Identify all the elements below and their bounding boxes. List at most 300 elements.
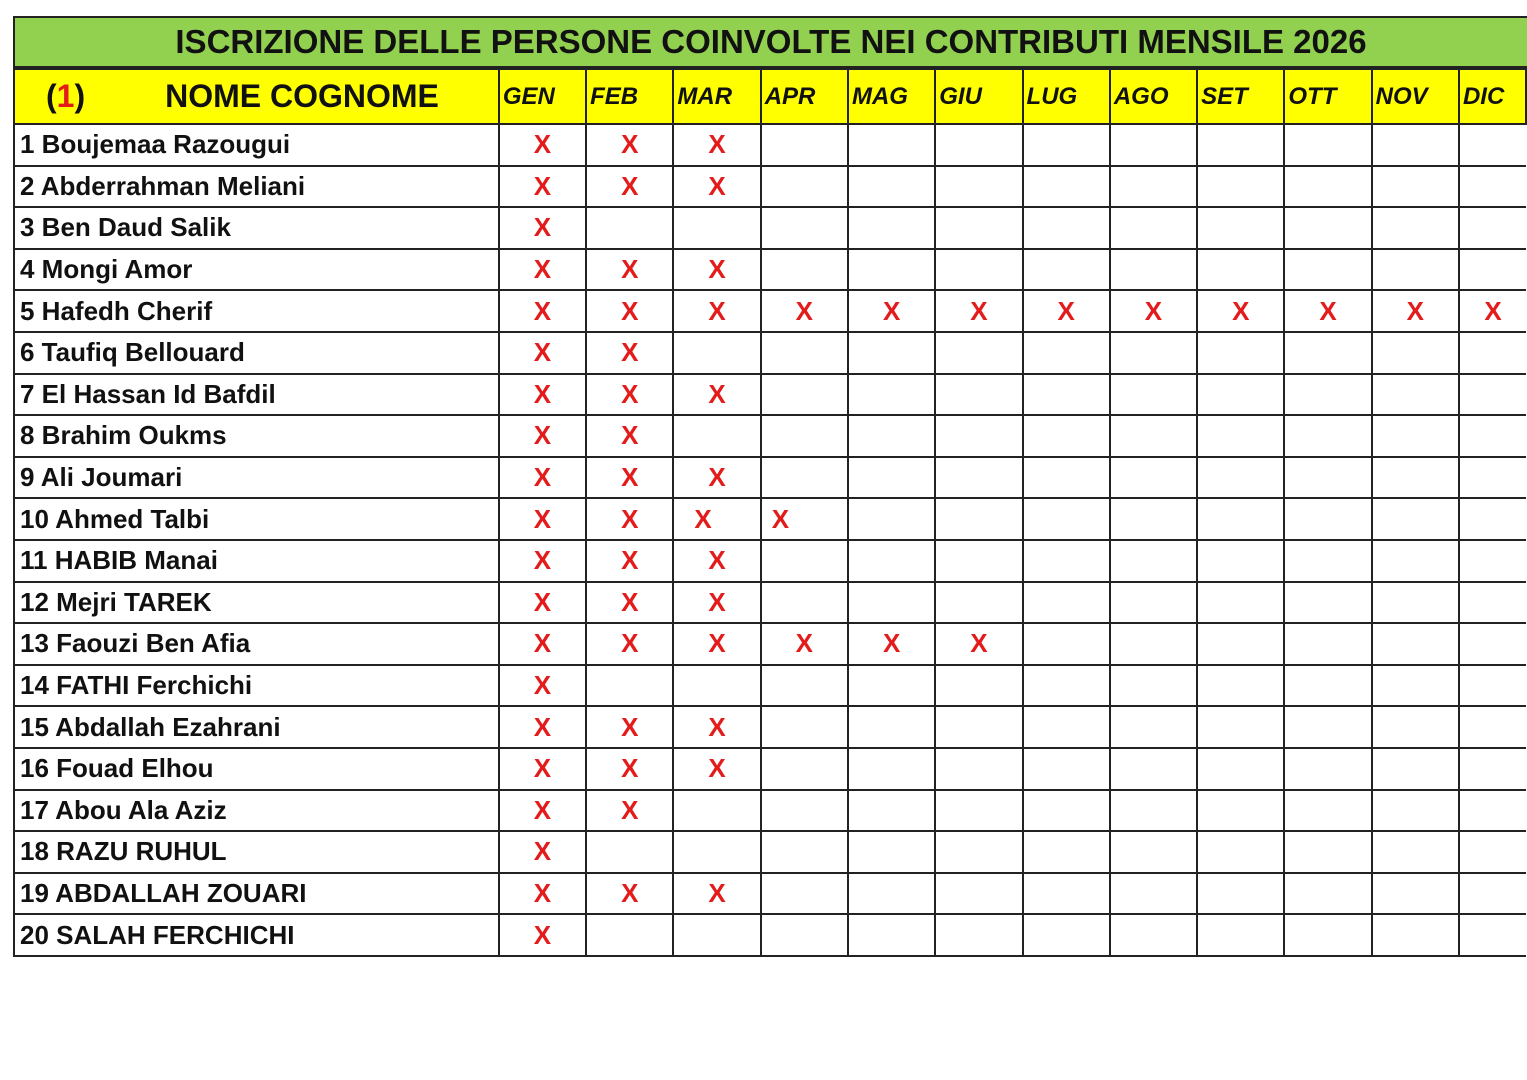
payment-cell-ott[interactable]	[1284, 332, 1371, 374]
payment-cell-ott[interactable]	[1284, 415, 1371, 457]
payment-cell-nov[interactable]	[1372, 748, 1459, 790]
payment-cell-nov[interactable]	[1372, 873, 1459, 915]
paid-mark: X	[533, 420, 552, 451]
payment-cell-giu[interactable]	[935, 166, 1022, 208]
payment-cell-set[interactable]	[1197, 374, 1284, 416]
payment-cell-mag[interactable]	[848, 166, 935, 208]
payment-cell-dic[interactable]	[1459, 374, 1526, 416]
payment-cell-ott[interactable]	[1284, 374, 1371, 416]
payment-cell-giu[interactable]	[935, 790, 1022, 832]
paid-mark: X	[708, 586, 726, 617]
payment-cell-nov[interactable]	[1372, 665, 1459, 707]
person-name[interactable]: 18 RAZU RUHUL	[14, 831, 499, 873]
paid-mark: X	[708, 170, 726, 201]
payment-cell-mag[interactable]	[848, 665, 935, 707]
payment-cell-mar[interactable]	[673, 665, 760, 707]
person-name[interactable]: 10 Ahmed Talbi	[14, 498, 499, 540]
payment-cell-gen[interactable]	[499, 457, 586, 499]
payment-cell-nov[interactable]	[1372, 831, 1459, 873]
payment-cell-mag[interactable]	[848, 540, 935, 582]
payment-cell-ott[interactable]	[1284, 831, 1371, 873]
payment-cell-dic[interactable]	[1459, 665, 1526, 707]
payment-cell-mag[interactable]	[848, 873, 935, 915]
paid-mark: X	[533, 919, 552, 950]
payment-cell-gen[interactable]	[499, 914, 586, 956]
person-name[interactable]: 5 Hafedh Cherif	[14, 290, 499, 332]
payment-cell-mar[interactable]	[673, 415, 760, 457]
payment-cell-lug[interactable]	[1023, 374, 1110, 416]
payment-cell-nov[interactable]	[1372, 582, 1459, 624]
payment-cell-ago[interactable]	[1110, 332, 1197, 374]
payment-cell-ott[interactable]	[1284, 665, 1371, 707]
paid-mark: X	[621, 254, 639, 285]
payment-cell-lug[interactable]	[1023, 249, 1110, 291]
payment-cell-gen[interactable]	[499, 540, 586, 582]
person-name[interactable]: 16 Fouad Elhou	[14, 748, 499, 790]
payment-cell-feb[interactable]	[586, 665, 673, 707]
payment-cell-ago[interactable]	[1110, 831, 1197, 873]
payment-cell-ott[interactable]	[1284, 914, 1371, 956]
payment-cell-apr[interactable]	[761, 748, 848, 790]
payment-cell-feb[interactable]	[586, 249, 673, 291]
payment-cell-nov[interactable]	[1372, 498, 1459, 540]
payment-cell-giu[interactable]	[935, 207, 1022, 249]
person-name[interactable]: 11 HABIB Manai	[14, 540, 499, 582]
table-row	[14, 207, 1526, 249]
paid-mark: X	[970, 295, 988, 326]
payment-cell-ago[interactable]	[1110, 290, 1197, 332]
payment-cell-nov[interactable]	[1372, 457, 1459, 499]
table-row	[14, 914, 1526, 956]
payment-cell-apr[interactable]	[761, 790, 848, 832]
payment-cell-mag[interactable]	[848, 207, 935, 249]
payment-cell-apr[interactable]	[761, 540, 848, 582]
payment-cell-mar[interactable]	[673, 457, 760, 499]
payment-cell-set[interactable]	[1197, 706, 1284, 748]
payment-cell-nov[interactable]	[1372, 540, 1459, 582]
payment-cell-apr[interactable]	[761, 415, 848, 457]
payment-cell-mag[interactable]	[848, 249, 935, 291]
payment-cell-feb[interactable]	[586, 290, 673, 332]
payment-cell-apr[interactable]	[761, 290, 848, 332]
payment-cell-lug[interactable]	[1023, 457, 1110, 499]
payment-cell-ago[interactable]	[1110, 665, 1197, 707]
person-name[interactable]: 19 ABDALLAH ZOUARI	[14, 873, 499, 915]
payment-cell-mag[interactable]	[848, 498, 935, 540]
payment-cell-set[interactable]	[1197, 790, 1284, 832]
payment-cell-lug[interactable]	[1023, 873, 1110, 915]
payment-cell-gen[interactable]	[499, 790, 586, 832]
payment-cell-dic[interactable]	[1459, 831, 1526, 873]
payment-cell-ago[interactable]	[1110, 582, 1197, 624]
payment-cell-giu[interactable]	[935, 873, 1022, 915]
payment-cell-feb[interactable]	[586, 831, 673, 873]
payment-cell-gen[interactable]	[499, 665, 586, 707]
payment-cell-gen[interactable]	[499, 249, 586, 291]
person-name[interactable]: 13 Faouzi Ben Afia	[14, 623, 499, 665]
payment-cell-feb[interactable]	[586, 207, 673, 249]
payment-cell-feb[interactable]	[586, 415, 673, 457]
paid-mark: X	[533, 670, 552, 701]
payment-cell-ago[interactable]	[1110, 249, 1197, 291]
payment-cell-gen[interactable]	[499, 166, 586, 208]
payment-cell-mag[interactable]	[848, 415, 935, 457]
payment-cell-mag[interactable]	[848, 831, 935, 873]
paid-mark: X	[708, 254, 726, 285]
payment-cell-dic[interactable]	[1459, 457, 1526, 499]
payment-cell-gen[interactable]	[499, 374, 586, 416]
payment-cell-lug[interactable]	[1023, 124, 1110, 166]
payment-cell-gen[interactable]	[499, 748, 586, 790]
payment-cell-feb[interactable]	[586, 748, 673, 790]
paid-mark: X	[708, 462, 726, 493]
person-name[interactable]: 8 Brahim Oukms	[14, 415, 499, 457]
payment-cell-mar[interactable]	[673, 498, 760, 540]
person-name[interactable]: 17 Abou Ala Aziz	[14, 790, 499, 832]
payment-cell-mar[interactable]	[673, 166, 760, 208]
payment-cell-nov[interactable]	[1372, 249, 1459, 291]
payment-cell-ott[interactable]	[1284, 748, 1371, 790]
table-row	[14, 249, 1526, 291]
payment-cell-mar[interactable]	[673, 207, 760, 249]
payment-cell-apr[interactable]	[761, 831, 848, 873]
paid-mark: X	[533, 877, 552, 908]
payment-cell-ago[interactable]	[1110, 457, 1197, 499]
person-name[interactable]: 4 Mongi Amor	[14, 249, 499, 291]
payment-cell-gen[interactable]	[499, 124, 586, 166]
payment-cell-mar[interactable]	[673, 332, 760, 374]
person-name[interactable]: 3 Ben Daud Salik	[14, 207, 499, 249]
payment-cell-apr[interactable]	[761, 332, 848, 374]
payment-cell-set[interactable]	[1197, 290, 1284, 332]
payment-cell-dic[interactable]	[1459, 249, 1526, 291]
payment-cell-giu[interactable]	[935, 623, 1022, 665]
payment-cell-apr[interactable]	[761, 374, 848, 416]
payment-cell-feb[interactable]	[586, 498, 673, 540]
payment-cell-ott[interactable]	[1284, 166, 1371, 208]
payment-cell-mar[interactable]	[673, 374, 760, 416]
person-name[interactable]: 2 Abderrahman Meliani	[14, 166, 499, 208]
person-name[interactable]: 6 Taufiq Bellouard	[14, 332, 499, 374]
payment-cell-gen[interactable]	[499, 332, 586, 374]
paid-mark: X	[708, 545, 726, 576]
payment-cell-ago[interactable]	[1110, 207, 1197, 249]
payment-cell-gen[interactable]	[499, 873, 586, 915]
payment-cell-ago[interactable]	[1110, 790, 1197, 832]
payment-cell-ago[interactable]	[1110, 124, 1197, 166]
payment-cell-mag[interactable]	[848, 457, 935, 499]
payment-cell-set[interactable]	[1197, 457, 1284, 499]
table-row	[14, 665, 1526, 707]
payment-cell-set[interactable]	[1197, 124, 1284, 166]
payment-cell-mar[interactable]	[673, 124, 760, 166]
payment-cell-giu[interactable]	[935, 332, 1022, 374]
payment-cell-feb[interactable]	[586, 914, 673, 956]
paid-mark: X	[621, 753, 639, 784]
payment-cell-lug[interactable]	[1023, 706, 1110, 748]
paid-mark: X	[621, 877, 639, 908]
payment-cell-ott[interactable]	[1284, 540, 1371, 582]
payment-cell-ott[interactable]	[1284, 706, 1371, 748]
payment-cell-ott[interactable]	[1284, 873, 1371, 915]
payment-cell-ott[interactable]	[1284, 207, 1371, 249]
payment-cell-apr[interactable]	[761, 665, 848, 707]
payment-cell-ott[interactable]	[1284, 457, 1371, 499]
payment-cell-apr[interactable]	[761, 873, 848, 915]
payment-cell-dic[interactable]	[1459, 873, 1526, 915]
payment-cell-giu[interactable]	[935, 290, 1022, 332]
payment-cell-ago[interactable]	[1110, 540, 1197, 582]
payment-cell-feb[interactable]	[586, 457, 673, 499]
person-name[interactable]: 14 FATHI Ferchichi	[14, 665, 499, 707]
payment-cell-nov[interactable]	[1372, 374, 1459, 416]
payment-cell-set[interactable]	[1197, 166, 1284, 208]
payment-cell-ago[interactable]	[1110, 914, 1197, 956]
payment-cell-set[interactable]	[1197, 623, 1284, 665]
payment-cell-nov[interactable]	[1372, 790, 1459, 832]
payment-cell-ott[interactable]	[1284, 290, 1371, 332]
payment-cell-mar[interactable]	[673, 249, 760, 291]
payment-cell-feb[interactable]	[586, 873, 673, 915]
payment-cell-mag[interactable]	[848, 790, 935, 832]
payment-cell-ago[interactable]	[1110, 415, 1197, 457]
payment-cell-mar[interactable]	[673, 790, 760, 832]
payment-cell-mag[interactable]	[848, 706, 935, 748]
payment-cell-mar[interactable]	[673, 290, 760, 332]
payment-cell-dic[interactable]	[1459, 290, 1526, 332]
payment-cell-ott[interactable]	[1284, 790, 1371, 832]
payment-cell-set[interactable]	[1197, 873, 1284, 915]
payment-cell-giu[interactable]	[935, 124, 1022, 166]
payment-cell-ott[interactable]	[1284, 124, 1371, 166]
payment-cell-apr[interactable]	[761, 207, 848, 249]
payment-cell-mag[interactable]	[848, 124, 935, 166]
payment-cell-ott[interactable]	[1284, 498, 1371, 540]
payment-cell-set[interactable]	[1197, 665, 1284, 707]
payment-cell-apr[interactable]	[761, 249, 848, 291]
payment-cell-mar[interactable]	[673, 706, 760, 748]
payment-cell-set[interactable]	[1197, 332, 1284, 374]
month-header-dic: DIC	[1459, 69, 1526, 124]
payment-cell-apr[interactable]	[761, 706, 848, 748]
payment-cell-dic[interactable]	[1459, 790, 1526, 832]
payment-cell-lug[interactable]	[1023, 914, 1110, 956]
payment-cell-giu[interactable]	[935, 415, 1022, 457]
payment-cell-lug[interactable]	[1023, 290, 1110, 332]
month-header-gen: GEN	[499, 69, 586, 124]
payment-cell-set[interactable]	[1197, 415, 1284, 457]
payment-cell-nov[interactable]	[1372, 166, 1459, 208]
payment-cell-mag[interactable]	[848, 748, 935, 790]
payment-cell-mag[interactable]	[848, 332, 935, 374]
payment-cell-set[interactable]	[1197, 540, 1284, 582]
payment-cell-lug[interactable]	[1023, 166, 1110, 208]
payment-cell-dic[interactable]	[1459, 540, 1526, 582]
table-row	[14, 706, 1526, 748]
paid-mark: X	[533, 462, 552, 493]
payment-cell-mar[interactable]	[673, 582, 760, 624]
payment-cell-lug[interactable]	[1023, 207, 1110, 249]
payment-cell-dic[interactable]	[1459, 124, 1526, 166]
payment-cell-dic[interactable]	[1459, 582, 1526, 624]
payment-cell-apr[interactable]	[761, 623, 848, 665]
payment-cell-feb[interactable]	[586, 124, 673, 166]
payment-cell-mar[interactable]	[673, 831, 760, 873]
payment-cell-mar[interactable]	[673, 914, 760, 956]
payment-cell-dic[interactable]	[1459, 623, 1526, 665]
paid-mark: X	[621, 586, 639, 617]
payment-cell-mag[interactable]	[848, 290, 935, 332]
payment-cell-ago[interactable]	[1110, 166, 1197, 208]
payment-cell-lug[interactable]	[1023, 540, 1110, 582]
payment-cell-ott[interactable]	[1284, 623, 1371, 665]
payment-cell-feb[interactable]	[586, 706, 673, 748]
payment-cell-ago[interactable]	[1110, 706, 1197, 748]
payment-cell-gen[interactable]	[499, 623, 586, 665]
payment-cell-nov[interactable]	[1372, 124, 1459, 166]
payment-cell-nov[interactable]	[1372, 706, 1459, 748]
payment-cell-mar[interactable]	[673, 748, 760, 790]
month-header-ott: OTT	[1284, 69, 1371, 124]
paid-mark: X	[1232, 295, 1250, 326]
payment-cell-set[interactable]	[1197, 207, 1284, 249]
payment-cell-ago[interactable]	[1110, 748, 1197, 790]
payment-cell-feb[interactable]	[586, 374, 673, 416]
payment-cell-set[interactable]	[1197, 914, 1284, 956]
payment-cell-apr[interactable]	[761, 124, 848, 166]
payment-cell-gen[interactable]	[499, 582, 586, 624]
payment-cell-giu[interactable]	[935, 914, 1022, 956]
payment-cell-gen[interactable]	[499, 831, 586, 873]
payment-cell-lug[interactable]	[1023, 498, 1110, 540]
payment-cell-feb[interactable]	[586, 332, 673, 374]
name-column-header	[14, 69, 499, 124]
payment-cell-ago[interactable]	[1110, 623, 1197, 665]
paid-mark: X	[621, 378, 639, 409]
payment-cell-set[interactable]	[1197, 498, 1284, 540]
payment-cell-lug[interactable]	[1023, 582, 1110, 624]
payment-cell-dic[interactable]	[1459, 332, 1526, 374]
payment-cell-nov[interactable]	[1372, 332, 1459, 374]
person-name[interactable]: 7 El Hassan Id Bafdil	[14, 374, 499, 416]
person-name[interactable]: 1 Boujemaa Razougui	[14, 124, 499, 166]
payment-cell-gen[interactable]	[499, 706, 586, 748]
payment-cell-nov[interactable]	[1372, 623, 1459, 665]
payment-cell-nov[interactable]	[1372, 914, 1459, 956]
paid-mark: X	[533, 212, 552, 243]
person-name[interactable]: 9 Ali Joumari	[14, 457, 499, 499]
payment-cell-feb[interactable]	[586, 166, 673, 208]
payment-cell-apr[interactable]	[761, 582, 848, 624]
payment-cell-giu[interactable]	[935, 540, 1022, 582]
payment-cell-lug[interactable]	[1023, 665, 1110, 707]
paid-mark: X	[533, 503, 552, 534]
payment-cell-mar[interactable]	[673, 623, 760, 665]
payment-cell-giu[interactable]	[935, 374, 1022, 416]
payment-cell-mag[interactable]	[848, 582, 935, 624]
paid-mark: X	[1406, 295, 1424, 326]
payment-cell-lug[interactable]	[1023, 790, 1110, 832]
payment-cell-set[interactable]	[1197, 831, 1284, 873]
payment-cell-giu[interactable]	[935, 249, 1022, 291]
payment-cell-mar[interactable]	[673, 873, 760, 915]
payment-cell-giu[interactable]	[935, 457, 1022, 499]
payment-cell-dic[interactable]	[1459, 207, 1526, 249]
payment-cell-mag[interactable]	[848, 374, 935, 416]
payment-cell-mag[interactable]	[848, 914, 935, 956]
payment-cell-dic[interactable]	[1459, 498, 1526, 540]
payment-cell-giu[interactable]	[935, 748, 1022, 790]
month-header-ago: AGO	[1110, 69, 1197, 124]
payment-cell-feb[interactable]	[586, 623, 673, 665]
payment-cell-giu[interactable]	[935, 831, 1022, 873]
payment-cell-apr[interactable]	[761, 498, 848, 540]
payment-cell-ago[interactable]	[1110, 498, 1197, 540]
payment-cell-set[interactable]	[1197, 249, 1284, 291]
paid-mark: X	[708, 129, 726, 160]
payment-cell-gen[interactable]	[499, 207, 586, 249]
payment-cell-set[interactable]	[1197, 748, 1284, 790]
payment-cell-nov[interactable]	[1372, 290, 1459, 332]
payment-cell-apr[interactable]	[761, 457, 848, 499]
paid-mark: X	[1144, 295, 1163, 326]
payment-cell-gen[interactable]	[499, 415, 586, 457]
payment-cell-ago[interactable]	[1110, 374, 1197, 416]
payment-cell-feb[interactable]	[586, 582, 673, 624]
payment-cell-lug[interactable]	[1023, 623, 1110, 665]
payment-cell-apr[interactable]	[761, 914, 848, 956]
payment-cell-ott[interactable]	[1284, 249, 1371, 291]
contributions-sheet	[13, 16, 1527, 956]
month-header-nov: NOV	[1372, 69, 1459, 124]
payment-cell-mag[interactable]	[848, 623, 935, 665]
payment-cell-gen[interactable]	[499, 290, 586, 332]
payment-cell-apr[interactable]	[761, 166, 848, 208]
payment-cell-nov[interactable]	[1372, 207, 1459, 249]
payment-cell-lug[interactable]	[1023, 748, 1110, 790]
table-row	[14, 415, 1526, 457]
payment-cell-giu[interactable]	[935, 498, 1022, 540]
payment-cell-mar[interactable]	[673, 540, 760, 582]
payment-cell-giu[interactable]	[935, 706, 1022, 748]
person-name[interactable]: 15 Abdallah Ezahrani	[14, 706, 499, 748]
payment-cell-set[interactable]	[1197, 582, 1284, 624]
payment-cell-feb[interactable]	[586, 790, 673, 832]
paid-mark: X	[621, 545, 639, 576]
paid-mark: X	[621, 711, 639, 742]
payment-cell-dic[interactable]	[1459, 748, 1526, 790]
payment-cell-dic[interactable]	[1459, 914, 1526, 956]
paid-mark: X	[621, 170, 639, 201]
payment-cell-ago[interactable]	[1110, 873, 1197, 915]
payment-cell-lug[interactable]	[1023, 831, 1110, 873]
paid-mark: X	[533, 295, 552, 326]
payment-cell-nov[interactable]	[1372, 415, 1459, 457]
payment-cell-dic[interactable]	[1459, 415, 1526, 457]
paid-mark: X	[533, 628, 552, 659]
payment-cell-giu[interactable]	[935, 582, 1022, 624]
payment-cell-ott[interactable]	[1284, 582, 1371, 624]
payment-cell-dic[interactable]	[1459, 706, 1526, 748]
payment-cell-lug[interactable]	[1023, 415, 1110, 457]
payment-cell-gen[interactable]	[499, 498, 586, 540]
person-name[interactable]: 12 Mejri TAREK	[14, 582, 499, 624]
person-name[interactable]: 20 SALAH FERCHICHI	[14, 914, 499, 956]
payment-cell-lug[interactable]	[1023, 332, 1110, 374]
payment-cell-dic[interactable]	[1459, 166, 1526, 208]
payment-cell-feb[interactable]	[586, 540, 673, 582]
payment-cell-giu[interactable]	[935, 665, 1022, 707]
